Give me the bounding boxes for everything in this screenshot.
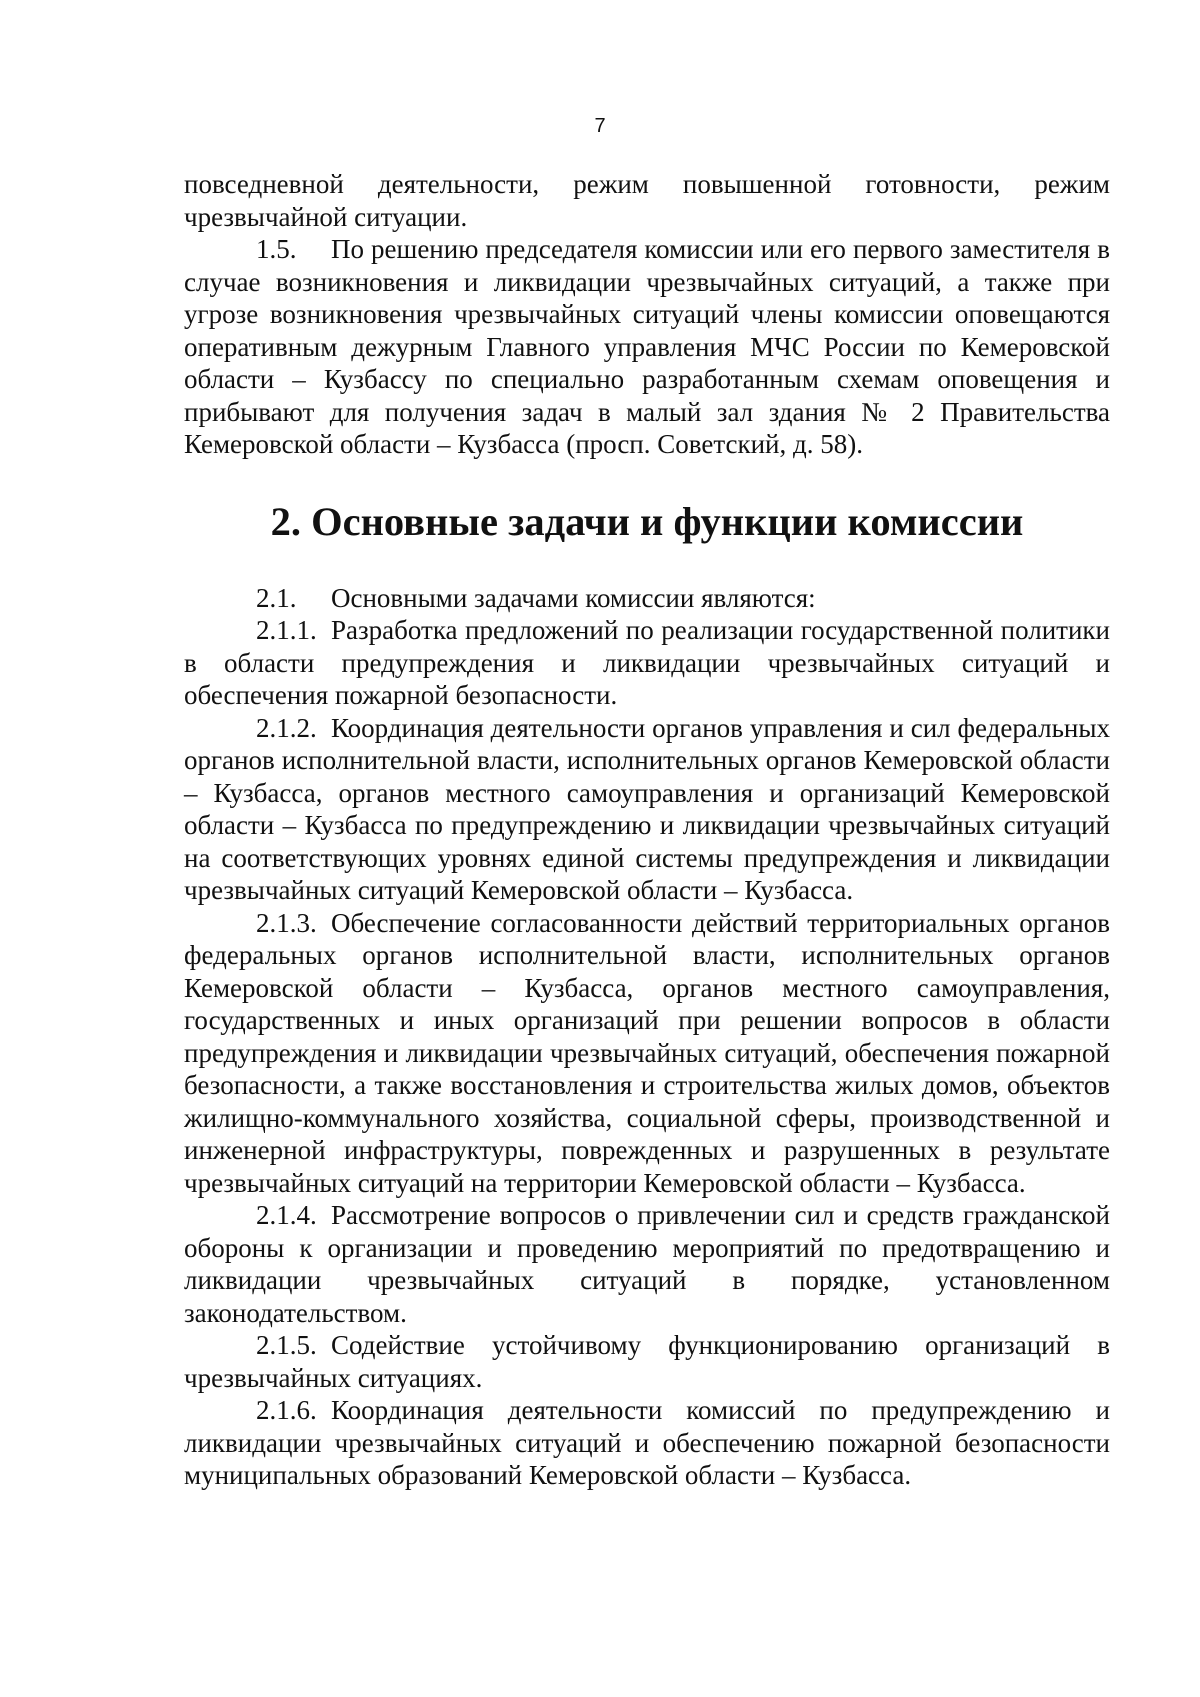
- section-heading: 2. Основные задачи и функции комиссии: [270, 498, 1024, 544]
- paragraph-text: Координация деятельности комиссий по предупреждению и ликвидации чрезвычайных ситуаций и обеспечению пожарной безопасности муниципальных образований Кемеровской области – Кузбасса.: [184, 1395, 1110, 1490]
- paragraph-number: 2.1.: [256, 582, 297, 613]
- paragraph-number: 2.1.2.: [256, 712, 317, 743]
- paragraph-number: 2.1.1.: [256, 615, 317, 645]
- paragraph-2-1-2: [184, 712, 1110, 907]
- paragraph-2-1-3: [184, 907, 1110, 1200]
- paragraph-continuation: повседневной деятельности, режим повышенной готовности, режим чрезвычайной ситуации.: [184, 169, 1110, 232]
- paragraph-2-1-4: [184, 1199, 1110, 1329]
- page-number: 7: [594, 115, 606, 137]
- paragraph-text: По решению председателя комиссии или его первого заместителя в случае возникновения и ликвидации чрезвычайных ситуаций, а также при угрозе возникновения чрезвычайных ситуаций члены комиссии оповещаются оперативным дежурным Главного управления МЧС России по Кемеровской области – Кузбассу по специально разработанным схемам оповещения и прибывают для получения задач в малый зал здания № 2 Правительства Кемеровской области – Кузбасса (просп. Советский, д. 58).: [184, 234, 1110, 459]
- paragraph-number: 2.1.5.: [256, 1330, 317, 1360]
- paragraph-text: Рассмотрение вопросов о привлечении сил и средств гражданской обороны к организации и проведению мероприятий по предотвращению и ликвидации чрезвычайных ситуаций в порядке, установленном законодательством.: [184, 1200, 1110, 1328]
- paragraph-number: 2.1.3.: [256, 907, 317, 938]
- paragraph-1-5: [184, 233, 1110, 461]
- paragraph-text: Разработка предложений по реализации государственной политики в области предупреждения и ликвидации чрезвычайных ситуаций и обеспечения пожарной безопасности.: [184, 615, 1110, 710]
- paragraph-2-1-5: [184, 1329, 1110, 1394]
- paragraph-2-1-6: [184, 1394, 1110, 1492]
- paragraph-text: Обеспечение согласованности действий территориальных органов федеральных органов исполнительной власти, исполнительных органов Кемеровской области – Кузбасса, органов местного самоуправления, государственных и иных организаций при решении вопросов в области предупреждения и ликвидации чрезвычайных ситуаций, обеспечения пожарной безопасности, а также восстановления и строительства жилых домов, объектов жилищно-коммунального хозяйства, социальной сферы, производственной и инженерной инфраструктуры, поврежденных и разрушенных в результате чрезвычайных ситуаций на территории Кемеровской области – Кузбасса.: [184, 907, 1110, 1198]
- paragraph-text: Основными задачами комиссии являются:: [331, 582, 816, 613]
- paragraph-number: 2.1.4.: [256, 1200, 317, 1230]
- paragraph-text: Координация деятельности органов управления и сил федеральных органов исполнительной власти, исполнительных органов Кемеровской области – Кузбасса, органов местного самоуправления и организаций Кемеровской области – Кузбасса по предупреждению и ликвидации чрезвычайных ситуаций на соответствующих уровнях единой системы предупреждения и ликвидации чрезвычайных ситуаций Кемеровской области – Кузбасса.: [184, 712, 1110, 905]
- paragraph-number: 2.1.6.: [256, 1395, 317, 1425]
- paragraph-text: Содействие устойчивому функционированию организаций в чрезвычайных ситуациях.: [184, 1330, 1110, 1393]
- paragraph-2-1: [184, 582, 1110, 615]
- paragraph-number: 1.5.: [256, 234, 297, 264]
- paragraph-2-1-1: [184, 614, 1110, 712]
- document-body: [184, 168, 1110, 1492]
